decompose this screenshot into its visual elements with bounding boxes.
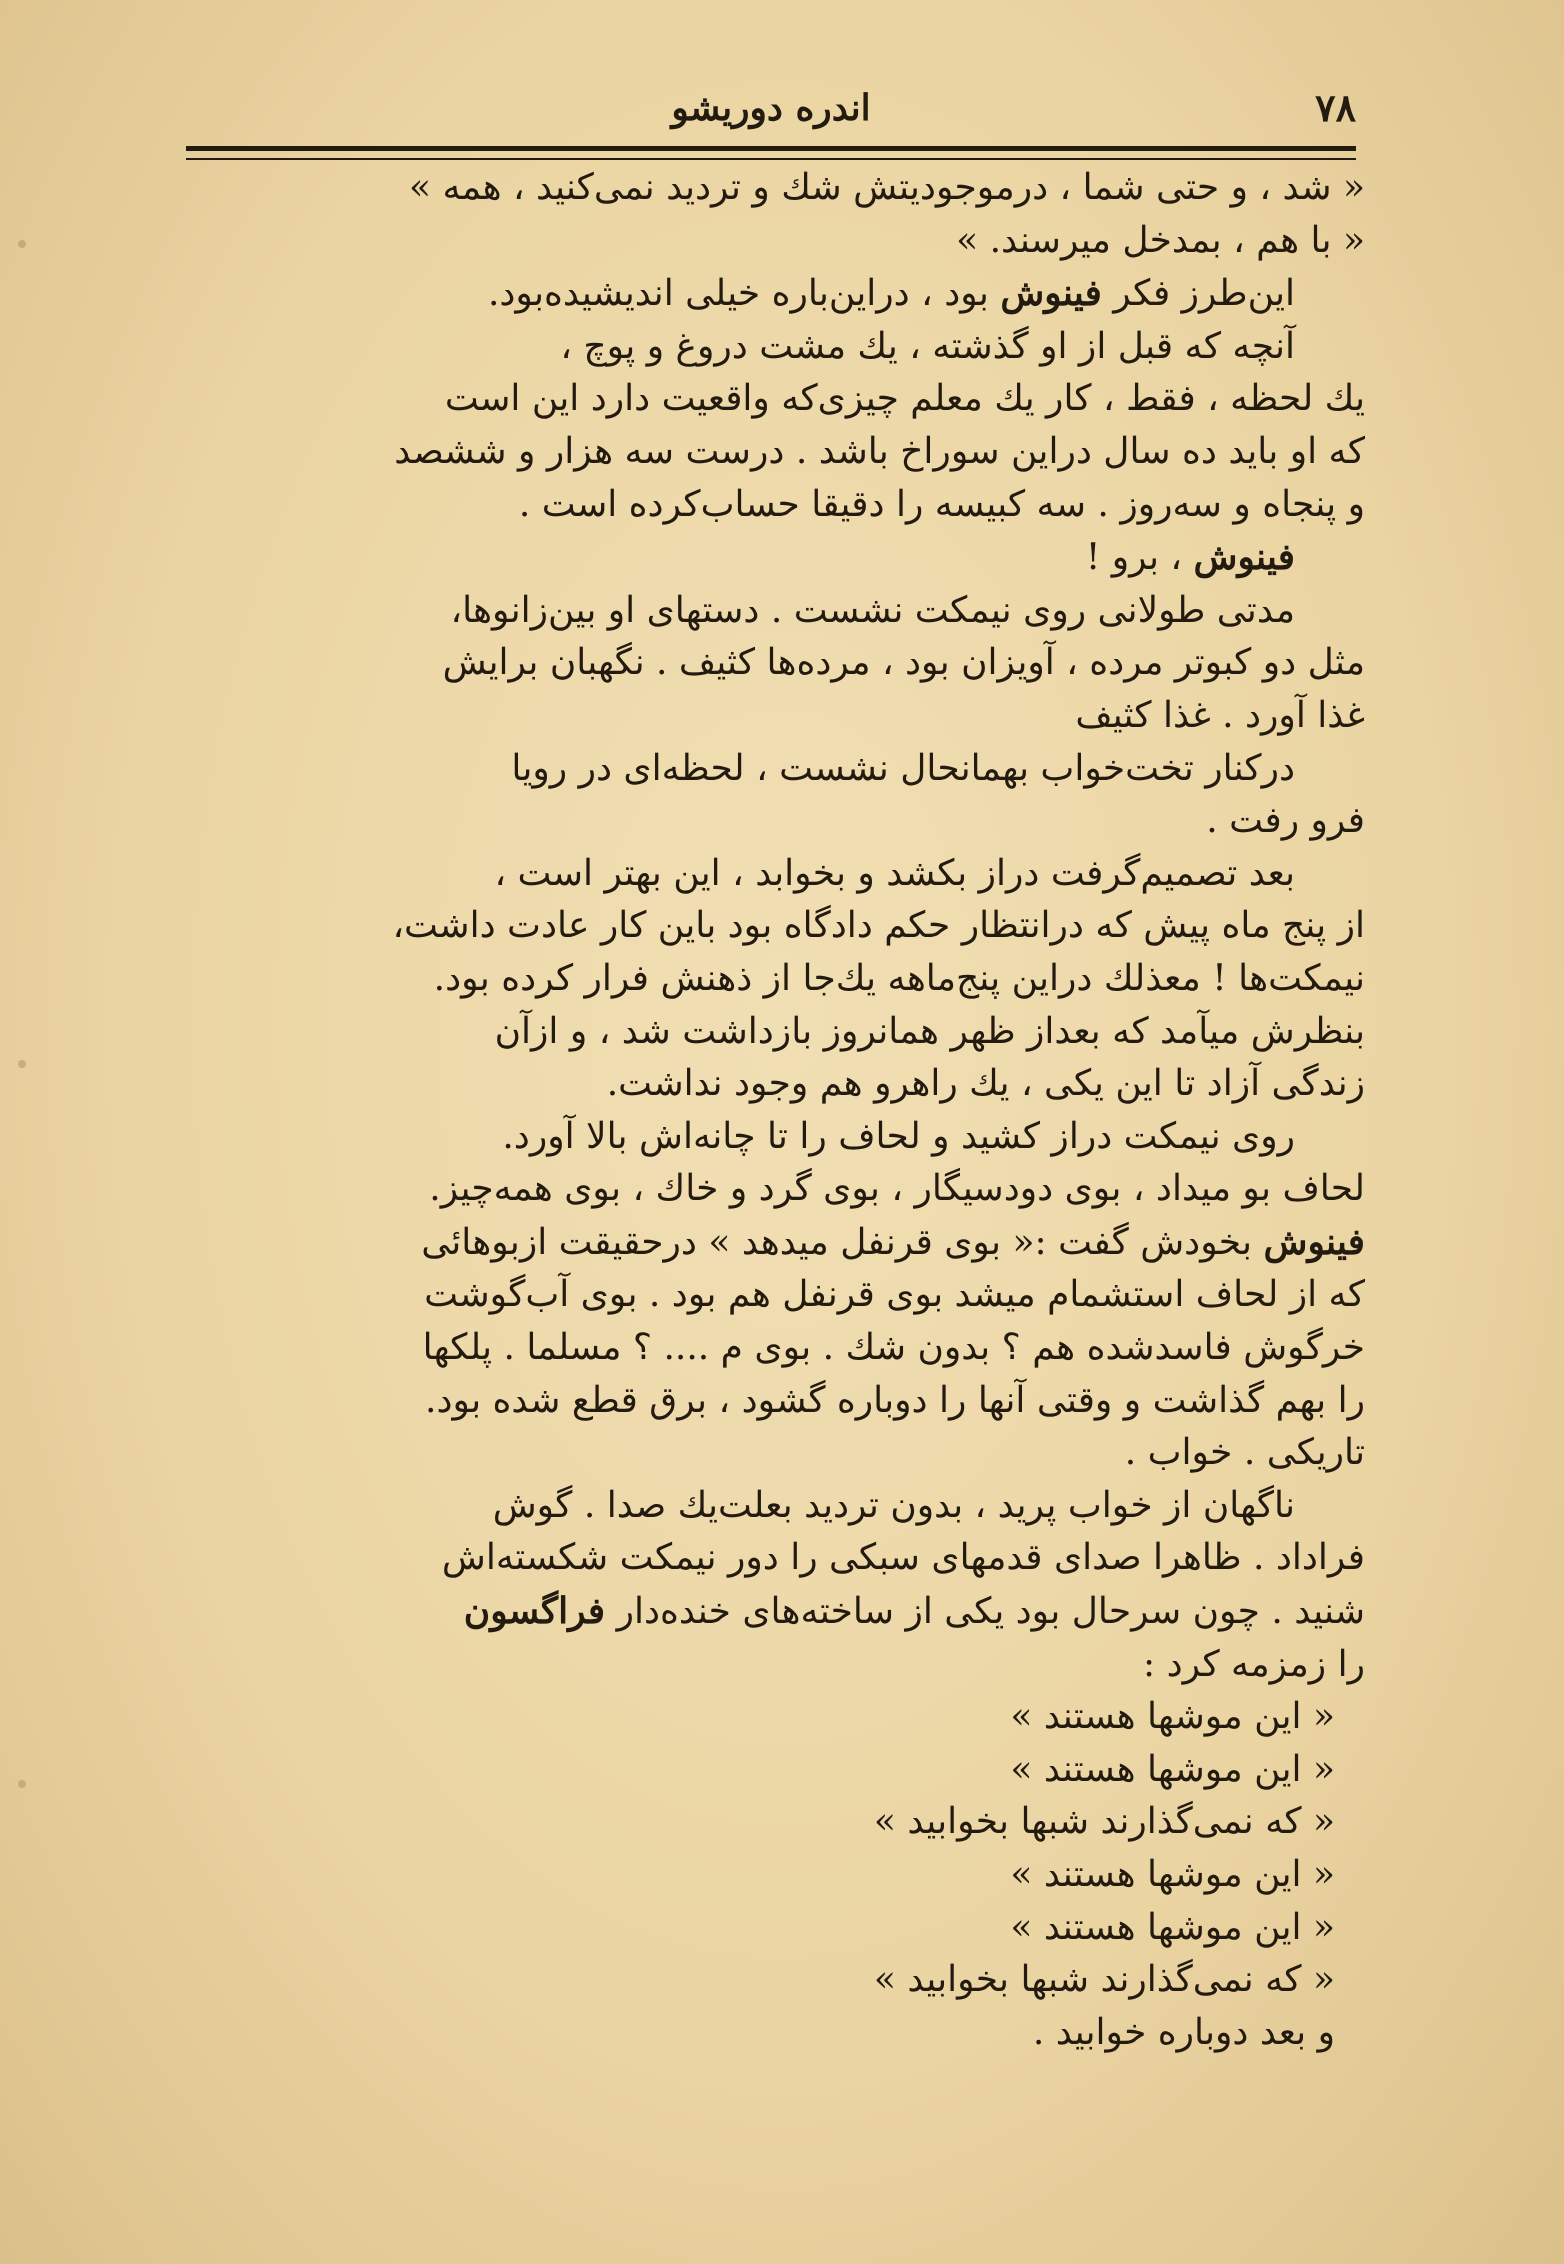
text-line: نیمکت‌ها ! معذلك دراین پنج‌ماهه یك‌جا از ذهنش فرار کرده بود. [433,957,1365,999]
paragraph [190,1111,1365,1216]
text-fragment: این‌طرز فکر [1113,273,1295,315]
text-line: فرو رفت . [1206,800,1365,842]
body-text [190,162,1365,2059]
text-line: از پنج ماه پیش که درانتظار حکم دادگاه بود باین کار عادت داشت، [392,905,1365,947]
paragraph [190,848,1365,1111]
text-line: تاریکی . خواب . [1124,1432,1365,1474]
text-line: که از لحاف استشمام میشد بوی قرنفل هم بود . بوی آب‌گوشت [424,1274,1365,1316]
text-line: آنچه که قبل از او گذشته ، یك مشت دروغ و پوچ ، [560,325,1295,367]
text-line: روی نیمکت دراز کشید و لحاف را تا چانه‌اش بالا آورد. [502,1115,1295,1157]
text-line: درکنار تخت‌خواب بهمانحال نشست ، لحظه‌ای در رویا [511,747,1295,789]
verse-line: « که نمی‌گذارند شبها بخوابید » [873,1959,1335,2001]
text-fragment: بخودش گفت :« بوی قرنفل میدهد » درحقیقت ازبوهائی [421,1221,1253,1263]
text-line [190,1216,1365,1270]
text-line: غذا آورد . غذا کثیف [1075,694,1365,736]
text-line: بعد تصمیم‌گرفت دراز بکشد و بخوابد ، این بهتر است ، [494,852,1295,894]
paragraph [190,267,1365,321]
song-verses [190,1691,1365,2007]
text-line: لحاف بو میداد ، بوی دودسیگار ، بوی گرد و خاك ، بوی همه‌چیز. [429,1168,1365,1210]
verse-line: « که نمی‌گذارند شبها بخوابید » [873,1801,1335,1843]
text-line: و بعد دوباره خوابید . [1032,2011,1335,2053]
character-name: فراگسون [463,1590,606,1633]
header-rule-thin [186,158,1356,160]
paragraph [190,1216,1365,1480]
text-fragment: شنید . چون سرحال بود یکی از ساخته‌های خنده‌دار [616,1591,1365,1633]
verse-line: « این موشها هستند » [1010,1696,1335,1738]
text-line: و پنجاه و سه‌روز . سه کبیسه را دقیقا حساب‌کرده است . [518,483,1365,525]
text-line: خرگوش فاسدشده هم ؟ بدون شك . بوی م .... ؟ مسلما . پلکها [422,1327,1365,1369]
verse-line: « این موشها هستند » [1010,1854,1335,1895]
binding-hole [18,240,26,248]
paragraph [190,585,1365,743]
text-line: « شد ، و حتی شما ، درموجودیتش شك و تردید نمی‌كنید ، همه » [408,167,1365,208]
text-fragment: بود ، دراین‌باره خیلی اندیشیده‌بود. [487,273,989,315]
binding-hole [18,1780,26,1788]
closing-line [190,2007,1365,2060]
text-line: که او باید ده سال دراین سوراخ باشد . درست سه هزار و ششصد [394,430,1365,472]
text-line: را زمزمه کرد : [1143,1643,1365,1685]
text-line: ناگهان از خواب پرید ، بدون تردید بعلت‌یك صدا . گوش [492,1484,1295,1526]
running-title: اندره دوریشو [671,87,871,129]
verse-line: « این موشها هستند » [1010,1906,1335,1948]
text-line [190,1585,1365,1639]
text-fragment: ، برو ! [1085,537,1183,579]
text-line: « با هم ، بمدخل میرسند. » [956,219,1365,261]
character-name: فینوش [1000,272,1102,315]
text-line: بنظرش میآمد که بعداز ظهر همانروز بازداشت شد ، و ازآن [494,1010,1365,1052]
character-name: فینوش [1193,536,1295,579]
paragraph [190,531,1365,585]
header-rule-thick [186,146,1356,151]
paragraph [190,162,1365,267]
binding-hole [18,1060,26,1068]
text-line: را بهم گذاشت و وقتی آنها را دوباره گشود ، برق قطع شده بود. [425,1379,1365,1421]
text-line: زندگی آزاد تا این یکی ، یك راهرو هم وجود نداشت. [606,1063,1365,1105]
text-line: مثل دو کبوتر مرده ، آویزان بود ، مرده‌ها کثیف . نگهبان برایش [442,642,1365,684]
page-header [186,78,1356,138]
page-number: ۷۸ [1315,85,1356,130]
text-line: مدتی طولانی روی نیمکت نشست . دستهای او بین‌زانوها، [450,589,1295,631]
paragraph [190,321,1365,531]
text-line: یك لحظه ، فقط ، کار یك معلم چیزی‌که واقعیت دارد این است [444,378,1365,420]
paragraph [190,1480,1365,1691]
character-name: فینوش [1263,1220,1365,1263]
verse-line: « این موشها هستند » [1010,1748,1335,1790]
text-line: فراداد . ظاهرا صدای قدمهای سبکی را دور نیمکت شکسته‌اش [441,1537,1365,1579]
paragraph [190,743,1365,848]
